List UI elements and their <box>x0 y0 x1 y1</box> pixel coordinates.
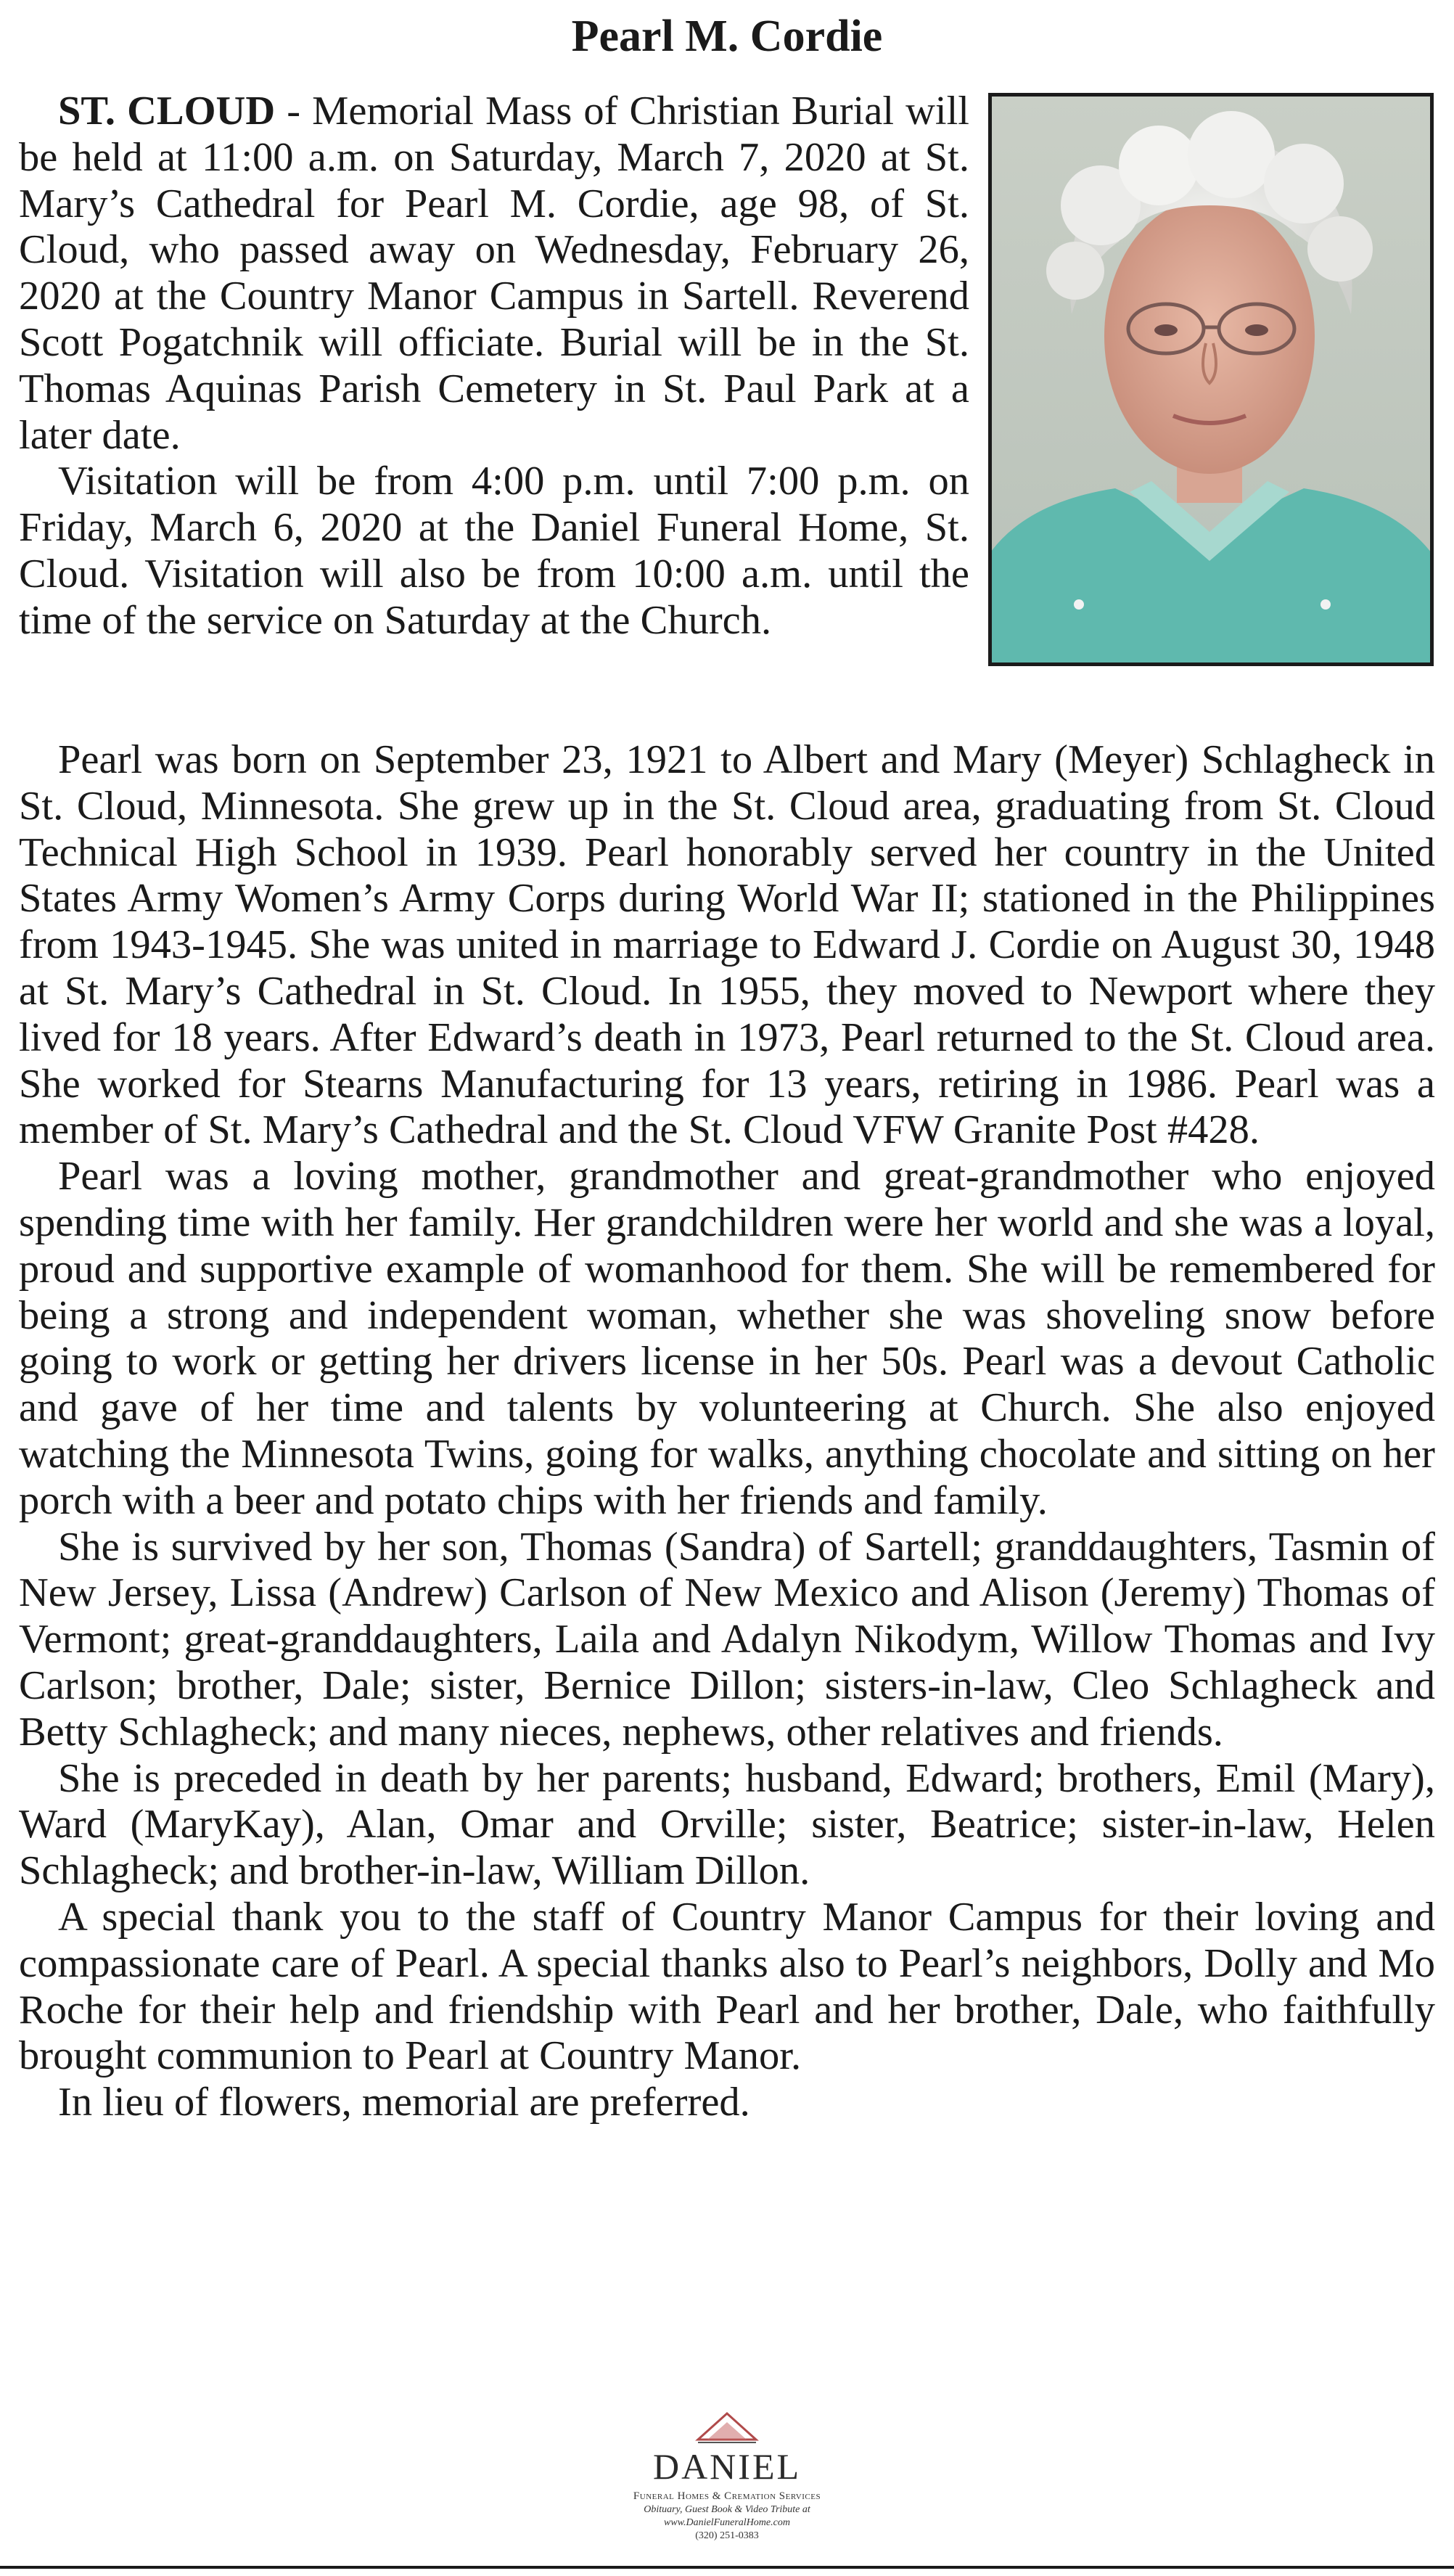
house-roof-icon <box>694 2408 760 2445</box>
funeral-home-name: DANIEL <box>652 2446 802 2487</box>
survived-by-paragraph: She is survived by her son, Thomas (Sandra) of Sartell; granddaughters, Tasmin of New Jersey, Lissa (Andrew) Carlson of New Mexico and Alison (Jeremy) Thomas of Vermont; great-granddaughters, Laila and Adalyn Nikodym, Willow Thomas and Ivy Carlson; brother, Dale; sister, Bernice Dillon; sisters-in-law, Cleo Schlagheck and Betty Schlagheck; and many nieces, nephews, other relatives and friends. <box>19 1524 1435 1755</box>
funeral-home-tagline: Funeral Homes & Cremation Services <box>633 2490 821 2502</box>
in-lieu-paragraph: In lieu of flowers, memorial are preferred. <box>58 2080 750 2125</box>
portrait-photo <box>988 93 1434 666</box>
service-paragraph <box>19 89 969 459</box>
dateline: ST. CLOUD <box>58 89 276 134</box>
service-details: - Memorial Mass of Christian Burial will be held at 11:00 a.m. on Saturday, March 7, 2020 at St. Mary’s Cathedral for Pearl M. Cordie, age 98, of St. Cloud, who passed away on Wednesday, February 26, 2020 at the Country Manor Campus in Sartell. Reverend Scott Pogatchnik will officiate. Burial will be in the St. Thomas Aquinas Parish Cemetery in St. Paul Park at a later date. <box>19 89 969 458</box>
bottom-rule <box>0 2566 1454 2569</box>
obituary-title: Pearl M. Cordie <box>571 12 883 61</box>
obituary-body <box>19 737 1435 2126</box>
funeral-home-tribute-line: Obituary, Guest Book & Video Tribute at <box>644 2504 810 2515</box>
visitation-paragraph: Visitation will be from 4:00 p.m. until 7:00 p.m. on Friday, March 6, 2020 at the Daniel Funeral Home, St. Cloud. Visitation will also be from 10:00 a.m. until the time of the service on Saturday at the Church. <box>19 459 969 643</box>
funeral-home-phone: (320) 251-0383 <box>695 2530 759 2541</box>
funeral-home-logo <box>589 2408 865 2560</box>
preceded-by-paragraph: She is preceded in death by her parents; husband, Edward; brothers, Emil (Mary), Ward (MaryKay), Alan, Omar and Orville; sister, Beatrice; sister-in-law, Helen Schlagheck; and brother-in-law, William Dillon. <box>19 1755 1435 1894</box>
funeral-home-website: www.DanielFuneralHome.com <box>664 2517 790 2528</box>
family-life-paragraph: Pearl was a loving mother, grandmother and great-grandmother who enjoyed spending time with her family. Her grandchildren were her world and she was a loyal, proud and supportive example of womanhood for them. She will be remembered for being a strong and independent woman, whether she was shoveling snow before going to work or getting her drivers license in her 50s. Pearl was a devout Catholic and gave of her time and talents by volunteering at Church. She also enjoyed watching the Minnesota Twins, going for walks, anything chocolate and sitting on her porch with a beer and potato chips with her friends and family. <box>19 1154 1435 1523</box>
thank-you-paragraph: A special thank you to the staff of Country Manor Campus for their loving and compassionate care of Pearl. A special thanks also to Pearl’s neighbors, Dolly and Mo Roche for their help and friendship with Pearl and her brother, Dale, who faithfully brought communion to Pearl at Country Manor. <box>19 1894 1435 2079</box>
portrait-image <box>992 97 1430 663</box>
obituary-intro <box>19 89 969 644</box>
biography-paragraph: Pearl was born on September 23, 1921 to Albert and Mary (Meyer) Schlagheck in St. Cloud, Minnesota. She grew up in the St. Cloud area, graduating from St. Cloud Technical High School in 1939. Pearl honorably served her country in the United States Army Women’s Army Corps during World War II; stationed in the Philippines from 1943-1945. She was united in marriage to Edward J. Cordie on August 30, 1948 at St. Mary’s Cathedral in St. Cloud. In 1955, they moved to Newport where they lived for 18 years. After Edward’s death in 1973, Pearl returned to the St. Cloud area. She worked for Stearns Manufacturing for 13 years, retiring in 1986. Pearl was a member of St. Mary’s Cathedral and the St. Cloud VFW Granite Post #428. <box>19 737 1435 1153</box>
